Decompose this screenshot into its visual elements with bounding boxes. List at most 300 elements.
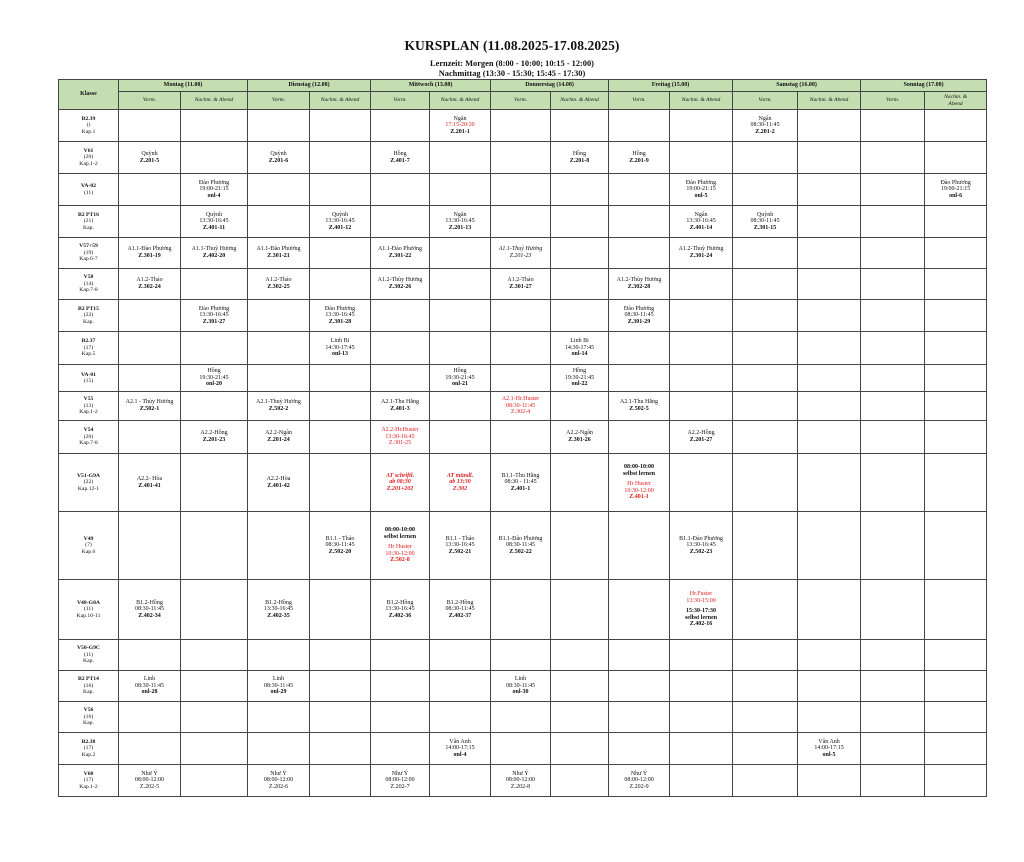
cell-line: Z.201-5 xyxy=(139,157,160,164)
cell-line: Z.502-8 xyxy=(390,557,410,564)
schedule-cell xyxy=(430,206,491,238)
cell-line: 13:30-16:45 xyxy=(385,433,415,440)
cell-line: onl-4 xyxy=(207,192,221,199)
document-header xyxy=(0,0,1024,78)
cell-line: Linh Bi xyxy=(330,338,350,345)
schedule-cell xyxy=(861,332,925,365)
table-row xyxy=(59,206,987,238)
schedule-cell xyxy=(491,332,551,365)
day-header: Donnerstag (14.08) xyxy=(491,80,609,92)
schedule-cell xyxy=(181,733,248,765)
table-row xyxy=(59,421,987,454)
cell-line: ab 08:30 xyxy=(389,479,411,486)
nachmittag-header: Nachm. & Abend xyxy=(925,92,987,110)
schedule-cell xyxy=(551,206,609,238)
cell-line: Z.201-6 xyxy=(268,157,289,164)
cell-line: 14:00-17:15 xyxy=(445,745,475,752)
schedule-cell xyxy=(310,174,371,206)
schedule-cell xyxy=(430,733,491,765)
cell-line: 13:30-16:45 xyxy=(445,218,475,225)
class-name: VA-02 xyxy=(80,183,97,190)
schedule-cell xyxy=(248,332,310,365)
schedule-cell xyxy=(371,142,430,174)
class-cell xyxy=(59,332,119,365)
schedule-cell xyxy=(861,300,925,332)
cell-line: Z.302-26 xyxy=(388,284,412,290)
schedule-cell xyxy=(430,580,491,640)
cell-line: Ngân xyxy=(758,115,772,122)
cell-line: Z.401-11 xyxy=(202,224,226,231)
cell-line: Z.301-21 xyxy=(267,253,290,259)
schedule-cell xyxy=(609,238,670,269)
schedule-cell xyxy=(491,269,551,300)
cell-line: A2.1-Thu Hằng xyxy=(620,399,659,406)
schedule-cell xyxy=(861,765,925,797)
cell-line: 13:30-16:45 xyxy=(445,542,475,549)
schedule-cell xyxy=(491,421,551,454)
schedule-cell xyxy=(491,142,551,174)
cell-line: Ngân xyxy=(453,211,467,218)
class-name: B2 PT15 xyxy=(77,305,99,312)
schedule-cell xyxy=(798,421,861,454)
table-row xyxy=(59,110,987,142)
cell-line: Z.502-1 xyxy=(139,406,160,412)
schedule-cell xyxy=(551,174,609,206)
schedule-cell xyxy=(181,300,248,332)
class-chapter: Kap.7-8 xyxy=(79,440,98,447)
cell-line: A1.2-Thùy Hương xyxy=(377,277,423,284)
cell-line: Z.202-8 xyxy=(510,783,531,790)
schedule-cell xyxy=(310,142,371,174)
schedule-cell xyxy=(670,142,733,174)
schedule-cell xyxy=(371,421,430,454)
class-chapter: Kap. xyxy=(83,224,94,231)
schedule-cell xyxy=(861,110,925,142)
cell-line: Linh xyxy=(514,676,527,683)
cell-line: A2.1-Thu Hằng xyxy=(381,399,420,406)
class-cell xyxy=(59,392,119,421)
schedule-cell xyxy=(861,142,925,174)
cell-line: 08:30-11:45 xyxy=(505,402,536,409)
cell-line: AT mündl. xyxy=(446,472,474,479)
cell-line: Hồng xyxy=(572,150,587,157)
schedule-cell xyxy=(798,174,861,206)
schedule-cell xyxy=(861,206,925,238)
schedule-cell xyxy=(430,110,491,142)
schedule-cell xyxy=(861,392,925,421)
cell-line: Z.202-5 xyxy=(139,783,160,790)
class-size: (14) xyxy=(83,280,94,287)
schedule-cell xyxy=(861,512,925,580)
schedule-cell xyxy=(430,671,491,702)
schedule-cell xyxy=(248,300,310,332)
class-name: V49 xyxy=(83,535,94,542)
class-name: VA-01 xyxy=(80,371,97,378)
cell-line: 15:30-17:30 xyxy=(686,608,717,615)
schedule-cell xyxy=(861,454,925,512)
cell-line: 10:30-12:00 xyxy=(385,550,415,557)
schedule-cell xyxy=(430,454,491,512)
schedule-cell xyxy=(181,110,248,142)
schedule-cell xyxy=(670,332,733,365)
schedule-cell xyxy=(798,365,861,392)
table-row xyxy=(59,640,987,671)
cell-line: 08:30-11:45 xyxy=(624,312,654,319)
cell-line: Z.502-22 xyxy=(509,548,532,555)
cell-line: Z.301-22 xyxy=(388,253,412,259)
class-chapter: Kap.5 xyxy=(81,351,96,358)
subheader-row xyxy=(59,92,987,110)
schedule-cell xyxy=(371,671,430,702)
class-cell xyxy=(59,269,119,300)
schedule-cell xyxy=(861,421,925,454)
cell-line: onl-22 xyxy=(571,381,588,388)
day-header: Montag (11.08) xyxy=(119,80,248,92)
schedule-body xyxy=(59,110,987,797)
schedule-cell xyxy=(925,765,987,797)
schedule-cell xyxy=(670,110,733,142)
cell-line: A1.1-Thuỳ Hương xyxy=(191,246,237,253)
schedule-cell xyxy=(430,512,491,580)
cell-line: Z.301-27 xyxy=(202,318,226,325)
schedule-cell xyxy=(181,142,248,174)
schedule-cell xyxy=(371,206,430,238)
cell-line: Z.202-7 xyxy=(390,783,410,790)
nachmittag-header: Nachm. & Abend xyxy=(551,92,609,110)
schedule-cell xyxy=(310,332,371,365)
table-row xyxy=(59,702,987,733)
cell-line: B1.1-Đào Phương xyxy=(679,535,723,542)
cell-line: Z.201+202 xyxy=(386,485,414,492)
schedule-cell xyxy=(491,110,551,142)
schedule-cell xyxy=(310,110,371,142)
cell-line: Z.402-16 xyxy=(689,621,713,628)
class-cell xyxy=(59,640,119,671)
schedule-cell xyxy=(798,392,861,421)
day-header: Freitag (15.08) xyxy=(609,80,733,92)
table-row xyxy=(59,733,987,765)
cell-line: Z.201-27 xyxy=(689,437,713,443)
class-chapter: Kap.1-2 xyxy=(79,160,98,167)
schedule-cell xyxy=(798,671,861,702)
cell-line: Z.402-20 xyxy=(202,253,226,259)
schedule-cell xyxy=(248,269,310,300)
cell-line: 08:30-11:45 xyxy=(445,606,475,613)
schedule-cell xyxy=(670,454,733,512)
cell-line: A1.1-Đào Phương xyxy=(256,246,301,253)
schedule-cell xyxy=(861,640,925,671)
table-row xyxy=(59,671,987,702)
cell-line: 08:00-12:00 xyxy=(385,777,415,784)
schedule-cell xyxy=(491,365,551,392)
cell-line: 19:30-21:45 xyxy=(199,374,229,381)
cell-line: onl-14 xyxy=(571,351,588,358)
schedule-cell xyxy=(119,174,181,206)
schedule-cell xyxy=(925,671,987,702)
schedule-cell xyxy=(609,300,670,332)
schedule-cell xyxy=(371,332,430,365)
schedule-cell xyxy=(798,269,861,300)
schedule-cell xyxy=(670,733,733,765)
cell-line: Z.402-36 xyxy=(388,612,412,619)
cell-line: Z.401-7 xyxy=(390,157,410,164)
cell-line: Hr.Fuster xyxy=(689,591,713,598)
class-name: V54 xyxy=(83,427,94,434)
schedule-cell xyxy=(925,300,987,332)
schedule-cell xyxy=(925,512,987,580)
schedule-cell xyxy=(248,765,310,797)
cell-line: 13:30-15:00 xyxy=(686,597,716,604)
schedule-cell xyxy=(609,765,670,797)
cell-line: Hồng xyxy=(207,368,221,375)
cell-line: 08:00-12:00 xyxy=(624,777,654,784)
cell-line: 08:30-11:45 xyxy=(505,682,536,689)
schedule-cell xyxy=(551,269,609,300)
schedule-cell xyxy=(310,365,371,392)
schedule-cell xyxy=(670,765,733,797)
schedule-cell xyxy=(733,640,798,671)
schedule-cell xyxy=(861,174,925,206)
schedule-cell xyxy=(310,454,371,512)
schedule-cell xyxy=(861,269,925,300)
schedule-cell xyxy=(430,640,491,671)
class-size: (17) xyxy=(83,745,94,752)
schedule-cell xyxy=(925,238,987,269)
schedule-cell xyxy=(491,454,551,512)
class-cell xyxy=(59,454,119,512)
schedule-cell xyxy=(119,238,181,269)
cell-line: Linh xyxy=(272,676,285,683)
schedule-cell xyxy=(430,392,491,421)
cell-line: B1.2-Hồng xyxy=(136,599,163,606)
cell-line: 08:30-11:45 xyxy=(750,218,780,225)
day-header: Dienstag (12.08) xyxy=(248,80,371,92)
schedule-cell xyxy=(925,733,987,765)
class-chapter: Kap.2 xyxy=(81,751,96,758)
day-header: Samstag (16.08) xyxy=(733,80,861,92)
cell-line: Quỳnh xyxy=(270,150,287,157)
class-cell xyxy=(59,142,119,174)
class-name: B2 PT14 xyxy=(77,676,99,683)
class-size: (16) xyxy=(83,713,94,720)
schedule-cell xyxy=(670,702,733,733)
schedule-cell xyxy=(670,512,733,580)
schedule-cell xyxy=(371,238,430,269)
class-cell xyxy=(59,300,119,332)
cell-line: Z.402-37 xyxy=(448,612,472,619)
cell-line: Như Ý xyxy=(391,770,409,777)
table-row xyxy=(59,142,987,174)
schedule-cell xyxy=(310,421,371,454)
schedule-cell xyxy=(670,580,733,640)
schedule-cell xyxy=(430,174,491,206)
schedule-cell xyxy=(798,733,861,765)
cell-line: 10:30-12:00 xyxy=(624,487,654,494)
cell-line: Z.201-9 xyxy=(629,157,649,164)
class-name: B2 PT16 xyxy=(77,211,99,218)
class-chapter: Kap.1-2 xyxy=(79,783,98,790)
schedule-cell xyxy=(491,702,551,733)
schedule-cell xyxy=(181,454,248,512)
cell-line: 08:30 - 11:45 xyxy=(504,479,537,486)
schedule-cell xyxy=(925,365,987,392)
schedule-cell xyxy=(371,110,430,142)
cell-line: A1.1-Đào Phương xyxy=(377,246,423,253)
cell-line: Z.301-29 xyxy=(627,318,651,325)
schedule-cell xyxy=(551,300,609,332)
class-size: () xyxy=(86,122,91,129)
schedule-cell xyxy=(491,580,551,640)
schedule-cell xyxy=(119,269,181,300)
schedule-cell xyxy=(491,238,551,269)
cell-line: Hồng xyxy=(453,368,467,375)
schedule-cell xyxy=(248,512,310,580)
schedule-cell xyxy=(551,733,609,765)
schedule-cell xyxy=(371,269,430,300)
schedule-cell xyxy=(119,142,181,174)
cell-line: onl-29 xyxy=(270,689,287,696)
cell-line: Z.301-24 xyxy=(689,253,713,259)
schedule-cell xyxy=(310,702,371,733)
schedule-cell xyxy=(119,512,181,580)
schedule-cell xyxy=(371,454,430,512)
schedule-cell xyxy=(181,580,248,640)
cell-line: Như Ý xyxy=(141,770,158,777)
schedule-cell xyxy=(551,765,609,797)
class-size: (22) xyxy=(83,479,94,486)
schedule-cell xyxy=(181,269,248,300)
table-row xyxy=(59,392,987,421)
schedule-cell xyxy=(248,640,310,671)
cell-line: Z.201-1 xyxy=(450,128,470,135)
cell-line: Z.502-5 xyxy=(629,406,649,412)
class-name: B2.37 xyxy=(81,338,96,345)
schedule-cell xyxy=(119,365,181,392)
schedule-cell xyxy=(551,454,609,512)
cell-line: Z.401-12 xyxy=(328,224,352,231)
cell-line: Ngân xyxy=(453,115,467,122)
cell-line: Đào Phương xyxy=(198,305,230,312)
cell-line: Như Ý xyxy=(512,770,529,777)
schedule-cell xyxy=(609,110,670,142)
class-chapter: Kap. xyxy=(83,318,94,325)
schedule-cell xyxy=(430,421,491,454)
class-size: (15) xyxy=(83,378,94,384)
schedule-cell xyxy=(670,300,733,332)
class-name: V57+59 xyxy=(79,243,98,250)
schedule-cell xyxy=(310,580,371,640)
schedule-cell xyxy=(861,671,925,702)
cell-line: A2.2-Hòa xyxy=(266,475,291,482)
cell-line: 13:30-16:45 xyxy=(325,312,355,319)
class-size: (16) xyxy=(83,682,94,689)
table-row xyxy=(59,765,987,797)
cell-line: onl-5 xyxy=(822,751,836,758)
schedule-cell xyxy=(248,702,310,733)
schedule-cell xyxy=(119,332,181,365)
cell-line: Z.301-19 xyxy=(138,253,161,259)
schedule-cell xyxy=(430,269,491,300)
cell-line: Z.502-21 xyxy=(448,548,472,555)
class-size: (17) xyxy=(83,344,94,351)
schedule-cell xyxy=(798,702,861,733)
cell-line: 08:30-11:45 xyxy=(263,682,294,689)
schedule-cell xyxy=(119,206,181,238)
schedule-cell xyxy=(310,640,371,671)
schedule-cell xyxy=(430,332,491,365)
class-chapter: Kap.7-8 xyxy=(79,287,98,294)
schedule-cell xyxy=(733,733,798,765)
lernzeit-line: Lernzeit: Morgen (8:00 - 10:00; 10:15 - 12:00) xyxy=(430,59,594,68)
cell-line: A1.2-Thảo xyxy=(265,277,292,284)
cell-line: 13:30-16:45 xyxy=(686,218,716,225)
schedule-cell xyxy=(119,640,181,671)
cell-line: 08:30-11:45 xyxy=(505,542,536,549)
schedule-cell xyxy=(491,733,551,765)
cell-line: Đào Phương xyxy=(198,179,230,186)
schedule-cell xyxy=(551,702,609,733)
schedule-cell xyxy=(798,110,861,142)
day-header: Mittwoch (13.08) xyxy=(371,80,491,92)
schedule-cell xyxy=(609,142,670,174)
class-cell xyxy=(59,702,119,733)
class-size: (13) xyxy=(83,402,94,409)
schedule-cell xyxy=(310,671,371,702)
cell-line: onl-21 xyxy=(452,381,469,388)
cell-line: Quỳnh xyxy=(141,150,158,157)
cell-line: 19:00-21:15 xyxy=(940,186,971,193)
class-name: V56 xyxy=(83,707,94,714)
cell-line: Hồng xyxy=(572,368,587,375)
schedule-cell xyxy=(670,238,733,269)
cell-line: 08:00-12:00 xyxy=(263,777,294,784)
schedule-cell xyxy=(181,392,248,421)
cell-line: Z.302 xyxy=(452,485,468,492)
cell-line: Vân Anh xyxy=(449,738,471,745)
schedule-cell xyxy=(551,365,609,392)
cell-line: 08:30-11:45 xyxy=(325,542,355,549)
schedule-cell xyxy=(491,640,551,671)
cell-line: Z.401-1 xyxy=(629,494,649,501)
cell-line: A1.2-Thảo xyxy=(136,277,163,284)
cell-line: Z.201-2 xyxy=(755,128,775,135)
class-chapter: Kap. xyxy=(83,658,94,665)
schedule-cell xyxy=(925,332,987,365)
cell-line: Hồng xyxy=(393,150,407,157)
schedule-cell xyxy=(551,421,609,454)
schedule-cell xyxy=(310,300,371,332)
nachmittag-header: Nachm. & Abend xyxy=(181,92,248,110)
vormittag-header: Vorm. xyxy=(491,92,551,110)
cell-line: A2.2-Hr.Huster xyxy=(381,427,419,434)
schedule-cell xyxy=(798,142,861,174)
cell-line: onl-30 xyxy=(512,689,529,696)
cell-line: ab 13:30 xyxy=(449,479,471,486)
schedule-cell xyxy=(925,392,987,421)
schedule-cell xyxy=(310,238,371,269)
cell-line: 19:00-21:15 xyxy=(199,186,229,193)
schedule-cell xyxy=(181,174,248,206)
schedule-cell xyxy=(609,269,670,300)
schedule-cell xyxy=(670,671,733,702)
cell-line: 17:15-20:30 xyxy=(445,122,475,129)
cell-line: Ngân xyxy=(694,211,708,218)
schedule-cell xyxy=(181,365,248,392)
schedule-cell xyxy=(925,702,987,733)
schedule-cell xyxy=(491,206,551,238)
vormittag-header: Vorm. xyxy=(371,92,430,110)
schedule-cell xyxy=(248,580,310,640)
